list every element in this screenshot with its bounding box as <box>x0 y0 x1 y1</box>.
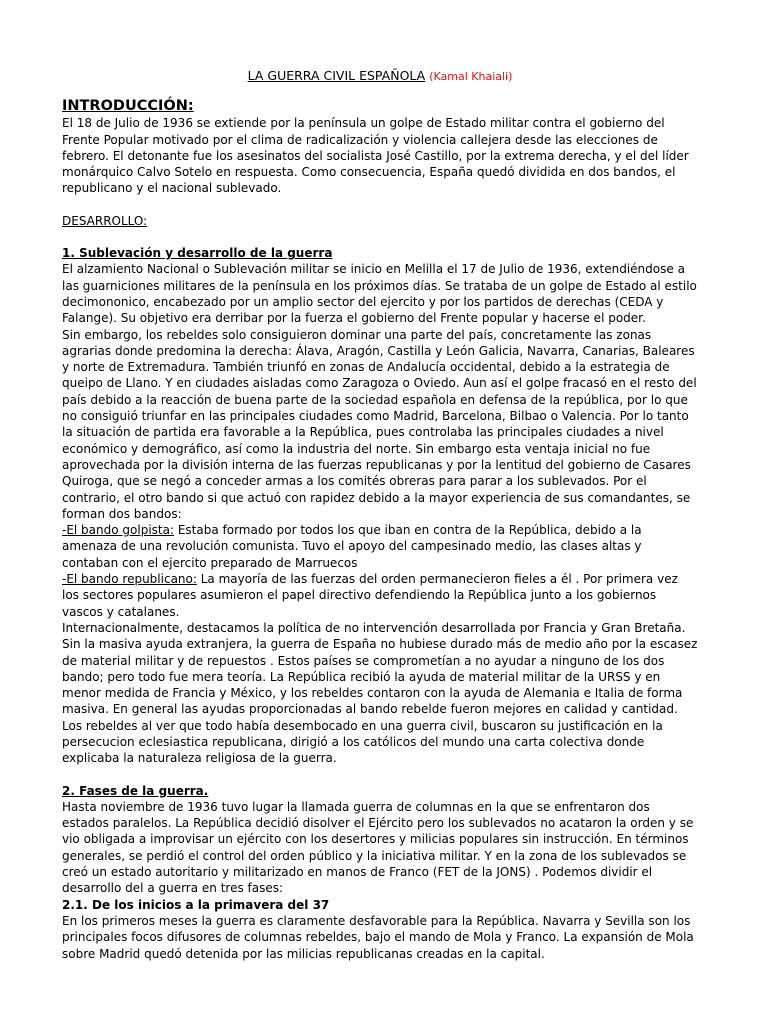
section-2-1-paragraph-1: En los primeros meses la guerra es claramente desfavorable para la República. Navarra y Sevilla son los principales focos difusores de columnas rebeldes, bajo el mando de Mola y Franco. La expansión de Mola sobre Madrid quedó detenida por las milicias republicanas creadas en la capital. <box>62 913 694 961</box>
author-name: (Kamal Khaiali) <box>429 70 513 83</box>
section-1-heading: 1. Sublevación y desarrollo de la guerra <box>62 246 333 261</box>
bando-golpista-text: Estaba formado por todos los que iban en contra de la República, debido a la amenaza de una revolución comunista. Tuvo el apoyo del campesinado medio, las clases altas y contaban con el ejercito preparado de Marruecos <box>62 523 642 570</box>
bando-republicano-text: La mayoría de las fuerzas del orden permanecieron fieles a él . Por primera vez los sectores populares asumieron el papel directivo defendiendo la República junto a los gobiernos vascos y catalanes. <box>62 572 678 619</box>
section-1-paragraph-3: Internacionalmente, destacamos la política de no intervención desarrollada por Francia y Gran Bretaña. <box>62 620 686 635</box>
bando-republicano-label: -El bando republicano: <box>62 572 197 587</box>
spacer <box>62 197 698 213</box>
section-1-paragraph-4: Sin la masiva ayuda extranjera, la guerra de España no hubiese durado más de medio año por la escasez de material militar y de repuestos . Estos países se comprometían a no ayudar a ninguno de los dos bando; pero todo fue mera teoría. La República recibió la ayuda de material militar de la URSS y en menor medida de Francia y México, y los rebeldes contaron con la ayuda de Alemania e Italia de forma masiva. En general las ayudas proporcionadas al bando rebelde fueron mejores en calidad y cantidad. <box>62 637 698 717</box>
title-line <box>62 68 698 85</box>
desarrollo-heading: DESARROLLO: <box>62 213 148 228</box>
intro-heading: INTRODUCCIÓN: <box>62 98 194 115</box>
bando-golpista-label: -El bando golpista: <box>62 523 175 538</box>
section-2-1-heading: 2.1. De los inicios a la primavera del 37 <box>62 897 330 912</box>
spacer <box>62 767 698 783</box>
bando-republicano-paragraph <box>62 571 698 620</box>
spacer <box>62 229 698 245</box>
section-1-paragraph-5: Los rebeldes al ver que todo había desembocado en una guerra civil, buscaron su justificación en la persecucion eclesiastica republicana, dirigió a los católicos del mundo una carta colectiva donde explicaba la naturaleza religiosa de la guerra. <box>62 718 663 766</box>
section-1-paragraph-2: Sin embargo, los rebeldes solo consiguieron dominar una parte del país, concretamente las zonas agrarias donde predomina la derecha: Álava, Aragón, Castilla y León Galicia, Navarra, Canarias, Baleares y norte de Extremadura. También triunfó en zonas de Andalucía occidental, debido a la estrategia de queipo de Llano. Y en ciudades aisladas como Zaragoza o Oviedo. Aun así el golpe fracasó en el resto del país debido a la reacción de buena parte de la sociedad española en defensa de la república, por lo que no consiguió triunfar en las principales ciudades como Madrid, Barcelona, Bilbao o Valencia. Por lo tanto la situación de partida era favorable a la República, pues controlaba las principales ciudades a nivel económico y demográfico, así como la industria del norte. Sin embargo esta ventaja inicial no fue aprovechada por la división interna de las fuerzas republicanas y por la lentitud del gobierno de Casares Quiroga, que se negó a conceder armas a los comités obreras para parar a los sublevados. Por el contrario, el otro bando si que actuó con rapidez debido a la mayor experiencia de sus comandantes, se forman dos bandos: <box>62 327 697 521</box>
section-2-heading: 2. Fases de la guerra. <box>62 783 209 798</box>
intro-paragraph: El 18 de Julio de 1936 se extiende por la península un golpe de Estado militar contra el gobierno del Frente Popular motivado por el clima de radicalización y violencia callejera desde las elecciones de febrero. El detonante fue los asesinatos del socialista José Castillo, por la extrema derecha, y el del líder monárquico Calvo Sotelo en respuesta. Como consecuencia, España quedó dividida en dos bandos, el republicano y el nacional sublevado. <box>62 116 689 196</box>
section-1-paragraph-1: El alzamiento Nacional o Sublevación militar se inicio en Melilla el 17 de Julio de 1936, extendiéndose a las guarniciones militares de la península en los próximos días. Se trataba de un golpe de Estado al estilo decimononico, encabezado por un amplio sector del ejercito y por los partidos de derechas (CEDA y Falange). Su objetivo era derribar por la fuerza el gobierno del Frente popular y hacerse el poder. <box>62 262 697 326</box>
document-page <box>62 68 698 962</box>
section-2-paragraph-1: Hasta noviembre de 1936 tuvo lugar la llamada guerra de columnas en la que se enfrentaron dos estados paralelos. La República decidió disolver el Ejército pero los sublevados no acataron la orden y se vio obligada a improvisar un ejército con los desertores y milicias populares sin instrucción. En términos generales, se perdió el control del orden público y la iniciativa militar. Y en la zona de los sublevados se creó un estado autoritario y militarizado en manos de Franco (FET de la JONS) . Podemos dividir el desarrollo del a guerra en tres fases: <box>62 799 694 896</box>
bando-golpista-paragraph <box>62 522 698 571</box>
document-title: LA GUERRA CIVIL ESPAÑOLA <box>247 68 426 83</box>
